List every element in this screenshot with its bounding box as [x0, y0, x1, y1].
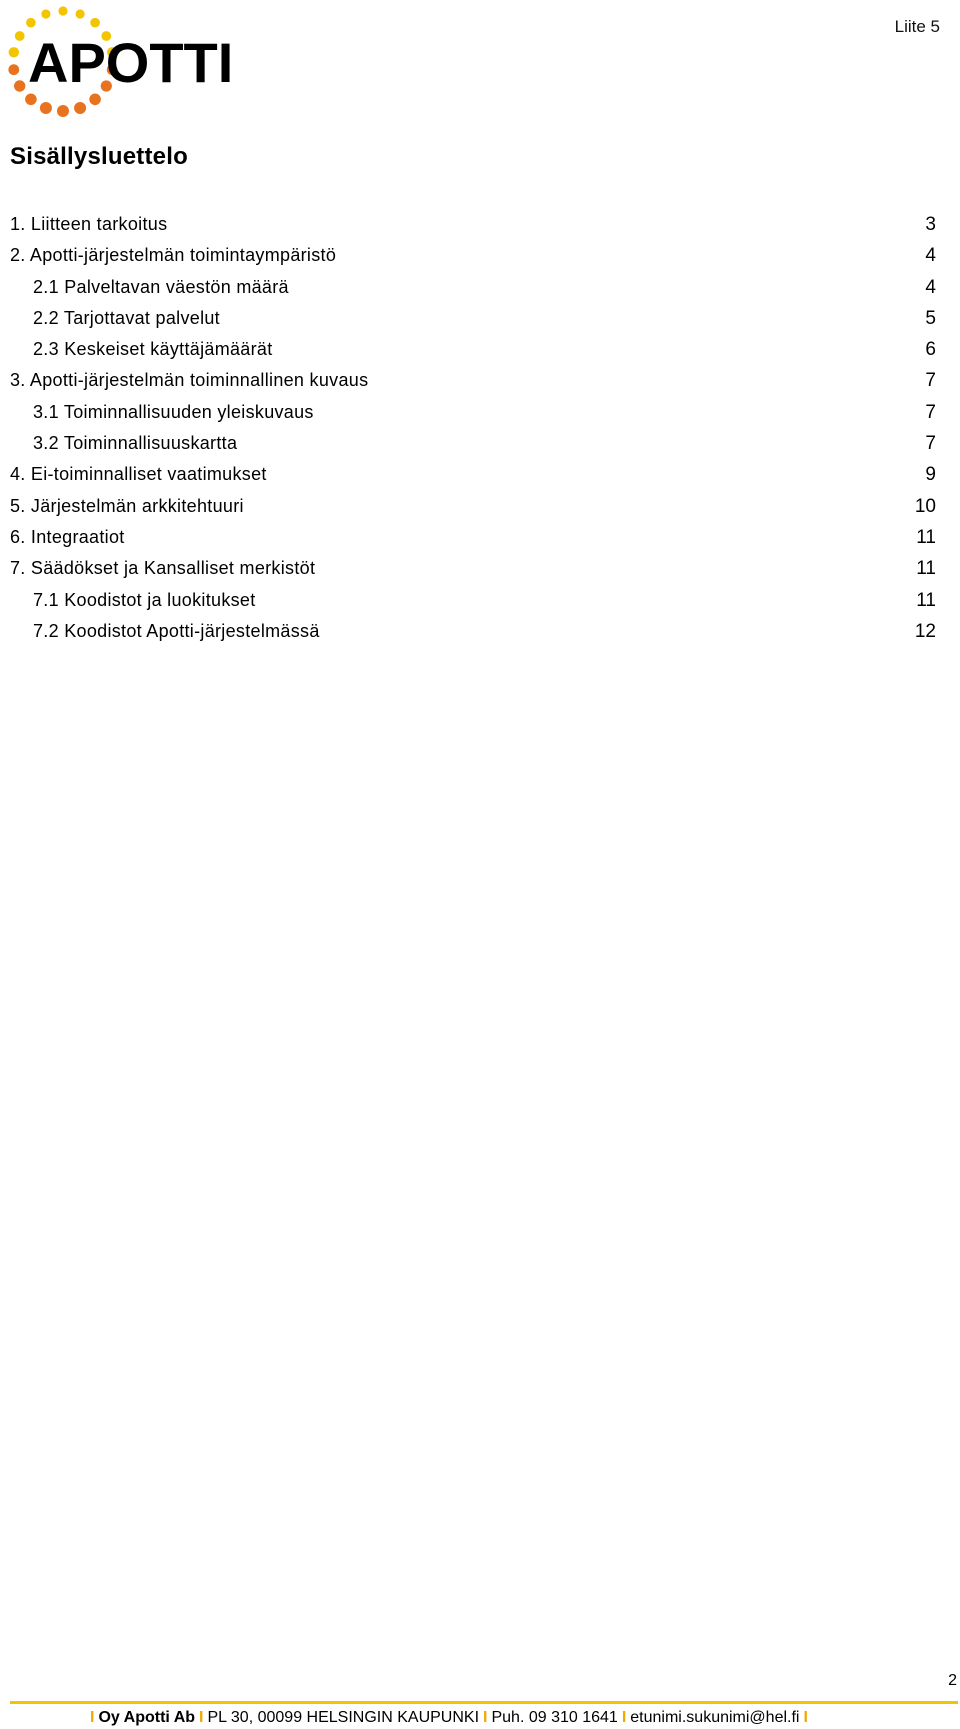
toc-entry-page: 5 — [925, 307, 936, 329]
footer-phone: Puh. 09 310 1641 — [491, 1709, 618, 1726]
table-of-contents — [10, 209, 936, 647]
logo-dot — [25, 94, 37, 106]
toc-entry-page: 12 — [914, 620, 936, 642]
footer — [86, 1709, 812, 1727]
toc-entry-page: 11 — [916, 589, 936, 611]
toc-entry-text: 1. Liitteen tarkoitus — [10, 214, 168, 234]
logo-dot — [41, 9, 50, 18]
toc-entry[interactable] — [10, 553, 936, 584]
logo-dot — [89, 94, 101, 106]
logo-dot — [8, 64, 19, 75]
toc-entry[interactable] — [10, 209, 936, 240]
toc-entry-page: 10 — [914, 495, 936, 517]
toc-subentry[interactable] — [10, 428, 936, 459]
toc-entry-page: 11 — [916, 558, 936, 580]
toc-entry[interactable] — [10, 365, 936, 396]
toc-subentry[interactable] — [10, 334, 936, 365]
logo-dot — [57, 105, 69, 117]
toc-entry[interactable] — [10, 491, 936, 522]
toc-entry-page: 11 — [916, 526, 936, 548]
toc-entry-text: 2. Apotti-järjestelmän toimintaympäristö — [10, 245, 337, 266]
apotti-logo-graphic — [6, 2, 242, 120]
footer-divider — [10, 1701, 958, 1704]
toc-entry-text: 2.3 Keskeiset käyttäjämäärät — [33, 339, 273, 360]
footer-separator: I — [199, 1709, 204, 1726]
footer-separator: I — [621, 1709, 627, 1726]
toc-entry[interactable] — [10, 522, 936, 553]
apotti-logo — [6, 2, 242, 120]
logo-dot — [74, 102, 86, 114]
toc-subentry[interactable] — [10, 616, 936, 647]
toc-entry-page: 7 — [925, 433, 936, 455]
logo-dot — [90, 18, 100, 28]
toc-entry-page: 6 — [925, 339, 936, 361]
toc-entry-text: 7.1 Koodistot ja luokitukset — [33, 589, 256, 610]
toc-entry-page: 4 — [925, 276, 936, 298]
toc-entry[interactable] — [10, 240, 936, 271]
footer-separator: I — [483, 1709, 488, 1726]
logo-dot — [40, 102, 52, 114]
logo-dot — [14, 80, 25, 91]
toc-subentry[interactable] — [10, 585, 936, 616]
toc-entry-text: 7. Säädökset ja Kansalliset merkistöt — [10, 558, 316, 579]
toc-subentry[interactable] — [10, 272, 936, 303]
toc-entry-text: 5. Järjestelmän arkkitehtuuri — [10, 495, 244, 516]
footer-address: PL 30, 00099 HELSINGIN KAUPUNKI — [207, 1709, 480, 1726]
toc-entry-text: 6. Integraatiot — [10, 526, 125, 547]
logo-dot — [76, 9, 85, 18]
toc-entry-page: 9 — [925, 464, 936, 486]
footer-email[interactable]: etunimi.sukunimi@hel.fi — [630, 1709, 800, 1726]
toc-entry-text: 7.2 Koodistot Apotti-järjestelmässä — [33, 620, 320, 641]
toc-entry-page: 7 — [925, 370, 936, 392]
page-number: 2 — [948, 1672, 957, 1689]
logo-dot — [58, 6, 67, 15]
toc-entry-page: 3 — [925, 214, 936, 235]
footer-separator: I — [90, 1709, 95, 1726]
toc-entry-text: 3.2 Toiminnallisuuskartta — [33, 433, 238, 454]
toc-entry-page: 4 — [925, 245, 936, 267]
toc-subentry[interactable] — [10, 397, 936, 428]
footer-company: Oy Apotti Ab — [98, 1709, 196, 1726]
logo-dot — [9, 47, 19, 57]
toc-entry-text: 2.1 Palveltavan väestön määrä — [33, 276, 289, 297]
toc-entry-text: 2.2 Tarjottavat palvelut — [33, 307, 220, 328]
toc-entry-text: 4. Ei-toiminnalliset vaatimukset — [10, 464, 267, 485]
toc-entry-page: 7 — [925, 401, 936, 423]
toc-subentry[interactable] — [10, 303, 936, 334]
toc-entry-text: 3.1 Toiminnallisuuden yleiskuvaus — [33, 401, 314, 422]
attachment-label: Liite 5 — [894, 17, 940, 36]
logo-wordmark: APOTTI — [28, 31, 234, 94]
toc-title: Sisällysluettelo — [10, 143, 188, 170]
logo-dot — [15, 31, 25, 41]
footer-separator: I — [803, 1709, 808, 1726]
toc-entry-text: 3. Apotti-järjestelmän toiminnallinen kuvaus — [10, 370, 369, 391]
toc-entry[interactable] — [10, 459, 936, 490]
logo-dot — [26, 18, 36, 28]
